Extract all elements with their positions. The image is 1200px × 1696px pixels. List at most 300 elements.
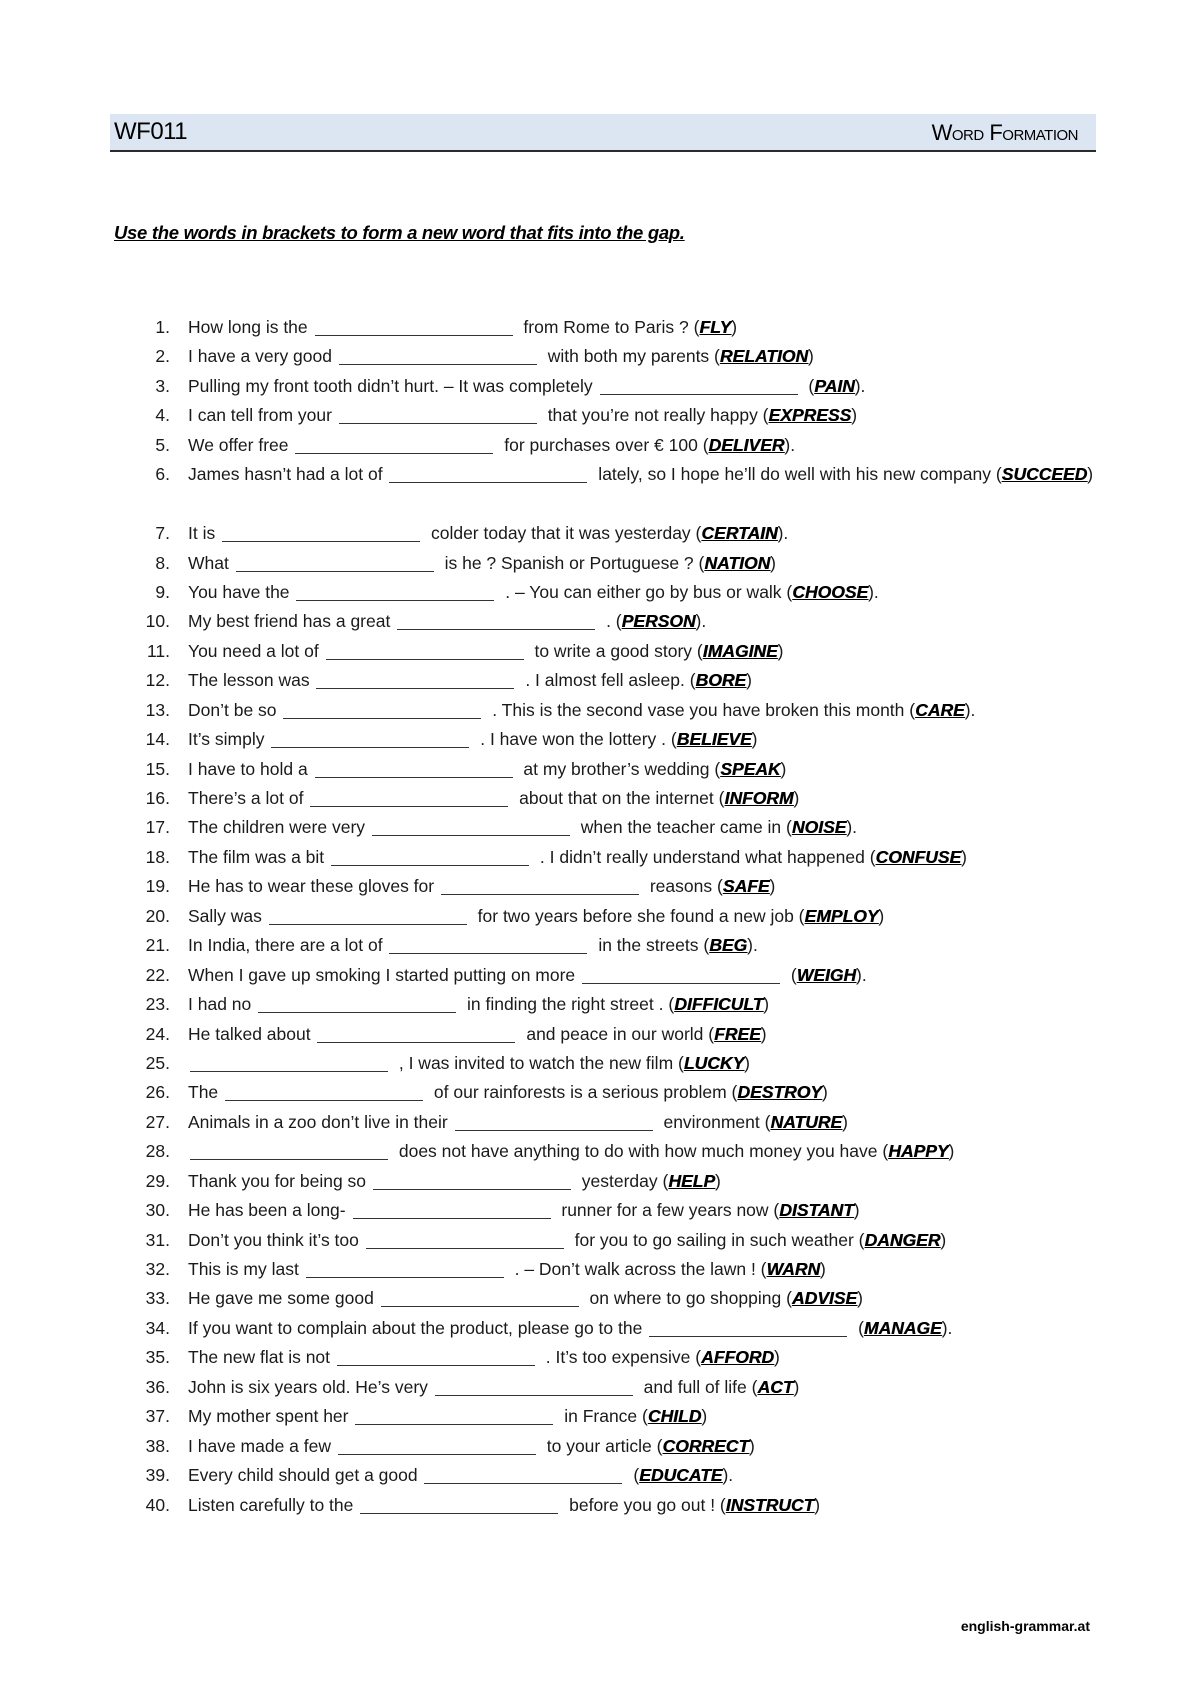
sentence-end: . It’s too expensive ( xyxy=(540,1347,702,1368)
sentence-start: What xyxy=(188,552,229,573)
sentence-start: He has been a long- xyxy=(188,1200,346,1221)
base-word: MANAGE xyxy=(863,1317,942,1338)
exercise-item xyxy=(0,1491,1200,1520)
sentence-start: Listen carefully to the xyxy=(188,1494,354,1515)
sentence-start: The film was a bit xyxy=(188,846,325,867)
item-number: 1. xyxy=(155,317,170,337)
sentence-end: . I have won the lottery . ( xyxy=(475,729,677,750)
exercise-item xyxy=(0,1226,1200,1255)
closing-bracket: ). xyxy=(695,611,707,632)
sentence-start: There’s a lot of xyxy=(188,788,304,809)
sentence-end: . – You can either go by bus or walk ( xyxy=(500,581,793,602)
sentence-start: He has to wear these gloves for xyxy=(188,876,435,897)
base-word: RELATION xyxy=(719,346,809,367)
closing-bracket: ) xyxy=(701,1406,708,1427)
answer-gap[interactable] xyxy=(306,1257,504,1278)
item-sentence xyxy=(188,1049,1108,1078)
base-word: AFFORD xyxy=(701,1347,774,1368)
sentence-end: and full of life ( xyxy=(638,1376,758,1397)
sentence-end: for you to go sailing in such weather ( xyxy=(569,1229,865,1250)
worksheet-code: WF011 xyxy=(114,118,188,145)
answer-gap[interactable] xyxy=(338,1434,536,1455)
answer-gap[interactable] xyxy=(258,992,456,1013)
exercise-item xyxy=(0,784,1200,813)
exercise-item xyxy=(0,1196,1200,1225)
item-sentence xyxy=(188,755,1108,784)
sentence-start: When I gave up smoking I started putting on more xyxy=(188,964,576,985)
closing-bracket: ) xyxy=(814,1494,821,1515)
base-word: CORRECT xyxy=(662,1435,750,1456)
sentence-end: from Rome to Paris ? ( xyxy=(518,317,700,337)
item-number: 33. xyxy=(145,1288,170,1309)
item-number: 16. xyxy=(145,788,170,809)
base-word: INSTRUCT xyxy=(725,1494,815,1515)
item-number: 23. xyxy=(145,994,170,1015)
answer-gap[interactable] xyxy=(339,344,537,365)
sentence-end: is he ? Spanish or Portuguese ? ( xyxy=(439,552,705,573)
item-sentence xyxy=(188,1461,1108,1490)
sentence-end: . This is the second vase you have broken this month ( xyxy=(487,699,916,720)
exercise-item xyxy=(0,1314,1200,1343)
answer-gap[interactable] xyxy=(381,1286,579,1307)
item-number: 35. xyxy=(145,1347,170,1368)
exercise-item xyxy=(0,549,1200,578)
base-word: DIFFICULT xyxy=(674,994,764,1015)
sentence-end: . – Don’t walk across the lawn ! ( xyxy=(509,1259,767,1280)
item-sentence xyxy=(188,1284,1108,1313)
answer-gap[interactable] xyxy=(455,1110,653,1131)
base-word: CHOOSE xyxy=(792,581,869,602)
item-number: 18. xyxy=(145,846,170,867)
closing-bracket: ). xyxy=(747,935,758,956)
item-sentence xyxy=(188,666,1108,695)
exercise-item xyxy=(0,1373,1200,1402)
item-sentence xyxy=(188,784,1108,813)
closing-bracket: ) xyxy=(763,994,770,1015)
sentence-start: It’s simply xyxy=(188,729,265,750)
exercise-item xyxy=(0,1108,1200,1137)
item-sentence xyxy=(188,843,1108,872)
item-number: 37. xyxy=(145,1406,170,1427)
answer-gap[interactable] xyxy=(360,1493,558,1514)
exercise-item xyxy=(0,990,1200,1019)
item-sentence xyxy=(188,1402,1108,1431)
base-word: SAFE xyxy=(722,876,770,897)
sentence-end: does not have anything to do with how much money you have ( xyxy=(394,1141,889,1162)
base-word: FREE xyxy=(714,1023,761,1044)
exercise-item xyxy=(0,1049,1200,1078)
item-sentence xyxy=(188,549,1108,578)
sentence-start: If you want to complain about the product, please go to the xyxy=(188,1317,643,1338)
sentence-end: that you’re not really happy ( xyxy=(542,405,769,426)
closing-bracket: ) xyxy=(746,670,752,691)
exercise-item xyxy=(0,401,1200,430)
closing-bracket: ) xyxy=(940,1229,947,1250)
answer-gap[interactable] xyxy=(316,668,514,689)
item-sentence xyxy=(188,1108,1108,1137)
base-word: SUCCEED xyxy=(1001,464,1088,485)
exercise-item xyxy=(0,725,1200,754)
base-word: PAIN xyxy=(814,375,855,396)
closing-bracket: ) xyxy=(744,1052,750,1073)
item-sentence xyxy=(188,902,1108,931)
closing-bracket: ) xyxy=(851,405,858,426)
closing-bracket: ). xyxy=(868,581,879,602)
exercise-list xyxy=(0,313,1200,1520)
answer-gap[interactable] xyxy=(190,1139,388,1160)
item-number: 9. xyxy=(155,581,170,602)
closing-bracket: ) xyxy=(819,1259,826,1280)
sentence-start: The xyxy=(188,1082,219,1103)
item-sentence xyxy=(188,519,1108,548)
sentence-end: to write a good story ( xyxy=(529,640,703,661)
sentence-start: Animals in a zoo don’t live in their xyxy=(188,1111,448,1132)
answer-gap[interactable] xyxy=(295,433,493,454)
answer-gap[interactable] xyxy=(339,403,537,424)
closing-bracket: ) xyxy=(793,1376,800,1397)
instruction-text: Use the words in brackets to form a new word that fits into the gap. xyxy=(114,222,685,243)
item-sentence xyxy=(188,990,1108,1019)
sentence-start: The lesson was xyxy=(188,670,310,691)
base-word: IMAGINE xyxy=(702,640,778,661)
item-number: 24. xyxy=(145,1023,170,1044)
exercise-item xyxy=(0,1137,1200,1166)
sentence-end: ( xyxy=(803,375,815,396)
exercise-item xyxy=(0,342,1200,371)
exercise-item xyxy=(0,961,1200,990)
sentence-start: I had no xyxy=(188,994,252,1015)
answer-gap[interactable] xyxy=(222,521,420,542)
item-number: 15. xyxy=(145,758,170,779)
sentence-start: In India, there are a lot of xyxy=(188,935,383,956)
sentence-end: when the teacher came in ( xyxy=(575,817,792,838)
item-sentence xyxy=(188,637,1108,666)
sentence-start: Pulling my front tooth didn’t hurt. – It was completely xyxy=(188,375,593,396)
sentence-end: before you go out ! ( xyxy=(564,1494,726,1515)
item-number: 22. xyxy=(145,964,170,985)
closing-bracket: ) xyxy=(770,552,776,573)
base-word: INFORM xyxy=(724,788,794,809)
base-word: PERSON xyxy=(621,611,696,632)
answer-gap[interactable] xyxy=(190,1051,388,1072)
closing-bracket: ) xyxy=(878,905,885,926)
item-number: 34. xyxy=(145,1317,170,1338)
sentence-start: The children were very xyxy=(188,817,366,838)
exercise-item xyxy=(0,931,1200,960)
answer-gap[interactable] xyxy=(649,1316,847,1337)
answer-gap[interactable] xyxy=(373,1169,571,1190)
exercise-item xyxy=(0,607,1200,636)
item-sentence xyxy=(188,813,1108,842)
sentence-end: at my brother’s wedding ( xyxy=(518,758,721,779)
answer-gap[interactable] xyxy=(389,462,587,483)
item-number: 28. xyxy=(145,1141,170,1162)
base-word: DISTANT xyxy=(779,1200,854,1221)
item-sentence xyxy=(188,1078,1108,1107)
item-number: 19. xyxy=(145,876,170,897)
sentence-end: lately, so I hope he’ll do well with his new company ( xyxy=(593,464,1002,485)
item-number: 39. xyxy=(145,1465,170,1486)
closing-bracket: ) xyxy=(777,640,784,661)
base-word: ACT xyxy=(757,1376,794,1397)
sentence-start: Thank you for being so xyxy=(188,1170,367,1191)
base-word: HELP xyxy=(668,1170,716,1191)
closing-bracket: ) xyxy=(769,876,776,897)
closing-bracket: ) xyxy=(842,1111,848,1132)
sentence-end: . I almost fell asleep. ( xyxy=(520,670,696,691)
answer-gap[interactable] xyxy=(310,786,508,807)
answer-gap[interactable] xyxy=(366,1228,564,1249)
sentence-start: The new flat is not xyxy=(188,1347,331,1368)
closing-bracket: ). xyxy=(941,1317,953,1338)
answer-gap[interactable] xyxy=(269,904,467,925)
item-number: 17. xyxy=(145,817,170,838)
item-sentence xyxy=(188,961,1108,990)
base-word: EDUCATE xyxy=(639,1465,723,1486)
sentence-end: reasons ( xyxy=(644,876,723,897)
answer-gap[interactable] xyxy=(331,845,529,866)
exercise-item xyxy=(0,372,1200,401)
base-word: WEIGH xyxy=(796,964,857,985)
base-word: SPEAK xyxy=(720,758,781,779)
item-sentence xyxy=(188,460,1108,489)
closing-bracket: ). xyxy=(722,1465,734,1486)
answer-gap[interactable] xyxy=(424,1463,622,1484)
closing-bracket: ). xyxy=(854,375,866,396)
closing-bracket: ) xyxy=(808,346,814,367)
item-sentence xyxy=(188,372,1108,401)
item-number: 11. xyxy=(146,640,170,661)
exercise-item xyxy=(0,872,1200,901)
base-word: CERTAIN xyxy=(701,523,778,544)
answer-gap[interactable] xyxy=(236,551,434,572)
item-sentence xyxy=(188,607,1108,636)
closing-bracket: ) xyxy=(760,1023,767,1044)
sentence-end: environment ( xyxy=(658,1111,771,1132)
exercise-item xyxy=(0,755,1200,784)
exercise-item xyxy=(0,1432,1200,1461)
sentence-end: colder today that it was yesterday ( xyxy=(426,523,702,544)
sentence-start: This is my last xyxy=(188,1259,299,1280)
answer-gap[interactable] xyxy=(326,639,524,660)
answer-gap[interactable] xyxy=(441,874,639,895)
exercise-item xyxy=(0,1284,1200,1313)
worksheet-title: Word Formation xyxy=(931,120,1078,145)
sentence-start: How long is the xyxy=(188,317,308,337)
base-word: DANGER xyxy=(864,1229,941,1250)
closing-bracket: ) xyxy=(961,846,967,867)
sentence-start: He gave me some good xyxy=(188,1288,374,1309)
item-number: 31. xyxy=(145,1229,170,1250)
item-sentence xyxy=(188,725,1108,754)
sentence-start: Sally was xyxy=(188,905,262,926)
base-word: CONFUSE xyxy=(875,846,962,867)
item-number: 6. xyxy=(155,464,170,485)
sentence-start: He talked about xyxy=(188,1023,311,1044)
item-number: 32. xyxy=(145,1259,170,1280)
item-sentence xyxy=(188,1432,1108,1461)
answer-gap[interactable] xyxy=(353,1198,551,1219)
item-number: 4. xyxy=(155,405,170,426)
sentence-start: My best friend has a great xyxy=(188,611,391,632)
item-number: 21. xyxy=(145,935,170,956)
closing-bracket: ) xyxy=(715,1170,721,1191)
sentence-end: for purchases over € 100 ( xyxy=(499,434,709,455)
base-word: EXPRESS xyxy=(768,405,852,426)
item-number: 8. xyxy=(155,552,170,573)
base-word: NATION xyxy=(704,552,771,573)
item-sentence xyxy=(188,696,1108,725)
sentence-end: in France ( xyxy=(559,1406,648,1427)
sentence-end: . I didn’t really understand what happened ( xyxy=(535,846,876,867)
item-number: 40. xyxy=(145,1494,170,1515)
closing-bracket: ) xyxy=(749,1435,755,1456)
item-number: 26. xyxy=(145,1082,170,1103)
base-word: LUCKY xyxy=(683,1052,745,1073)
exercise-item xyxy=(0,519,1200,548)
sentence-end: about that on the internet ( xyxy=(514,788,725,809)
item-number: 27. xyxy=(145,1111,170,1132)
closing-bracket: ) xyxy=(853,1200,860,1221)
exercise-item xyxy=(0,1461,1200,1490)
exercise-item xyxy=(0,460,1200,519)
sentence-end: , I was invited to watch the new film ( xyxy=(394,1052,684,1073)
answer-gap[interactable] xyxy=(271,727,469,748)
exercise-item xyxy=(0,666,1200,695)
item-number: 30. xyxy=(145,1200,170,1221)
sentence-start: You have the xyxy=(188,581,290,602)
sentence-end: for two years before she found a new job ( xyxy=(472,905,805,926)
item-number: 13. xyxy=(145,699,170,720)
answer-gap[interactable] xyxy=(315,757,513,778)
item-sentence xyxy=(188,872,1108,901)
header-bar xyxy=(110,114,1096,152)
sentence-end: on where to go shopping ( xyxy=(584,1288,792,1309)
sentence-end: to your article ( xyxy=(541,1435,663,1456)
base-word: CHILD xyxy=(647,1406,702,1427)
exercise-item xyxy=(0,1343,1200,1372)
item-number: 14. xyxy=(145,729,170,750)
item-sentence xyxy=(188,1226,1108,1255)
item-number: 38. xyxy=(145,1435,170,1456)
closing-bracket: ). xyxy=(846,817,858,838)
sentence-end: . ( xyxy=(601,611,622,632)
base-word: FLY xyxy=(699,317,732,337)
closing-bracket: ) xyxy=(774,1347,780,1368)
item-sentence xyxy=(188,431,1108,460)
answer-gap[interactable] xyxy=(317,1022,515,1043)
exercise-item xyxy=(0,843,1200,872)
answer-gap[interactable] xyxy=(389,933,587,954)
sentence-start: We offer free xyxy=(188,434,289,455)
item-number: 3. xyxy=(155,375,170,396)
answer-gap[interactable] xyxy=(296,580,494,601)
base-word: NOISE xyxy=(791,817,847,838)
exercise-item xyxy=(0,637,1200,666)
closing-bracket: ) xyxy=(780,758,787,779)
item-sentence xyxy=(188,1255,1108,1284)
closing-bracket: ) xyxy=(857,1288,863,1309)
sentence-start: It is xyxy=(188,523,216,544)
sentence-start: I have made a few xyxy=(188,1435,331,1456)
item-sentence xyxy=(188,1020,1108,1049)
base-word: CARE xyxy=(915,699,965,720)
item-sentence xyxy=(188,313,1108,342)
answer-gap[interactable] xyxy=(355,1404,553,1425)
base-word: NATURE xyxy=(770,1111,843,1132)
answer-gap[interactable] xyxy=(372,815,570,836)
base-word: BELIEVE xyxy=(676,729,752,750)
closing-bracket: ). xyxy=(964,699,976,720)
answer-gap[interactable] xyxy=(315,315,513,336)
item-sentence xyxy=(188,1343,1108,1372)
closing-bracket: ) xyxy=(821,1082,828,1103)
item-sentence xyxy=(188,1137,1108,1166)
sentence-end: ( xyxy=(853,1317,864,1338)
sentence-start: I have to hold a xyxy=(188,758,308,779)
exercise-item xyxy=(0,1078,1200,1107)
sentence-start: My mother spent her xyxy=(188,1406,349,1427)
exercise-item xyxy=(0,1020,1200,1049)
closing-bracket: ). xyxy=(784,434,796,455)
closing-bracket: ). xyxy=(856,964,867,985)
item-sentence xyxy=(188,342,1108,371)
sentence-start: Don’t you think it’s too xyxy=(188,1229,359,1250)
exercise-item xyxy=(0,1255,1200,1284)
answer-gap[interactable] xyxy=(435,1375,633,1396)
answer-gap[interactable] xyxy=(600,374,798,395)
sentence-end: runner for a few years now ( xyxy=(556,1200,780,1221)
base-word: DESTROY xyxy=(737,1082,822,1103)
base-word: HAPPY xyxy=(888,1141,949,1162)
base-word: BORE xyxy=(695,670,747,691)
base-word: BEG xyxy=(709,935,748,956)
item-number: 2. xyxy=(155,346,170,367)
item-sentence xyxy=(188,931,1108,960)
sentence-start: James hasn’t had a lot of xyxy=(188,464,383,485)
closing-bracket: ) xyxy=(731,317,738,337)
exercise-item xyxy=(0,1167,1200,1196)
item-sentence xyxy=(188,1314,1108,1343)
item-sentence xyxy=(188,578,1108,607)
sentence-end: and peace in our world ( xyxy=(521,1023,715,1044)
sentence-start: I have a very good xyxy=(188,346,332,367)
exercise-item xyxy=(0,313,1200,342)
answer-gap[interactable] xyxy=(283,698,481,719)
closing-bracket: ). xyxy=(777,523,789,544)
sentence-start: John is six years old. He’s very xyxy=(188,1376,428,1397)
sentence-end: in the streets ( xyxy=(593,935,710,956)
item-number: 10. xyxy=(145,611,170,632)
answer-gap[interactable] xyxy=(582,963,780,984)
item-sentence xyxy=(188,1373,1108,1402)
exercise-item xyxy=(0,813,1200,842)
sentence-start: Don’t be so xyxy=(188,699,277,720)
exercise-item xyxy=(0,1402,1200,1431)
exercise-item xyxy=(0,431,1200,460)
answer-gap[interactable] xyxy=(225,1080,423,1101)
exercise-item xyxy=(0,902,1200,931)
answer-gap[interactable] xyxy=(337,1345,535,1366)
sentence-start: Every child should get a good xyxy=(188,1465,418,1486)
sentence-end: in finding the right street . ( xyxy=(462,994,675,1015)
sentence-end: yesterday ( xyxy=(576,1170,669,1191)
exercise-item xyxy=(0,578,1200,607)
answer-gap[interactable] xyxy=(397,609,595,630)
closing-bracket: ) xyxy=(1087,464,1094,485)
base-word: WARN xyxy=(766,1259,820,1280)
item-sentence xyxy=(188,1491,1108,1520)
